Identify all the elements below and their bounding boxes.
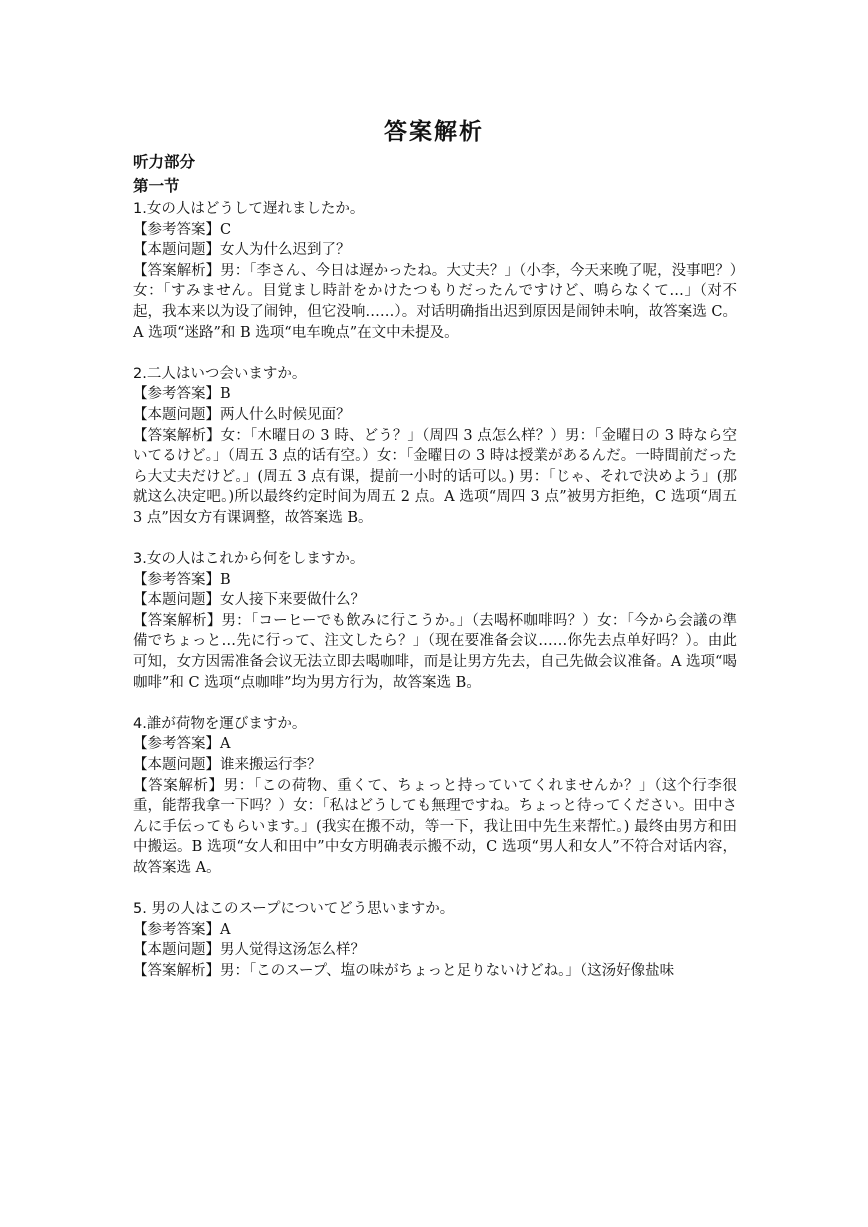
answer-analysis: 【答案解析】女：「木曜日の 3 時、どう？」（周四 3 点怎么样？）男：「金曜日の 3 時なら空いてるけど。」（周五 3 点的话有空。）女：「金曜日の 3 時は授業があるんだ。一時間前だったら大丈夫だけど。」(周五 3 点有课，提前一小时的话可以。) 男：「じゃ、それで決めよう」(那就这么决定吧。)所以最终约定时间为周五 2 点。A 选项“周四 3 点”被男方拒绝，C 选项“周五 3 点”因女方有课调整，故答案选 B。 xyxy=(133,427,737,526)
question-text: 1.女の人はどうして遅れましたか。 xyxy=(133,201,365,217)
page-title: 答案解析 xyxy=(384,119,484,145)
reference-answer: 【参考答案】A xyxy=(133,921,231,938)
reference-answer: 【参考答案】B xyxy=(133,571,231,588)
answer-analysis: 【答案解析】男：「このスープ、塩の味がちょっと足りないけどね。」（这汤好像盐味 xyxy=(133,962,675,979)
question-topic: 【本题问题】女人接下来要做什么？ xyxy=(133,592,365,609)
reference-answer: 【参考答案】B xyxy=(133,386,231,403)
question-block xyxy=(133,714,737,879)
question-block xyxy=(133,549,737,693)
question-text: 4.誰が荷物を運びますか。 xyxy=(133,715,307,732)
subsection-heading: 第一节 xyxy=(133,177,180,195)
answer-analysis: 【答案解析】男：「李さん、今日は遅かったね。大丈夫？」（小李，今天来晚了呢，没事吧？）女：「すみません。目覚まし時計をかけたつもりだったんですけど、鳴らなくて…」（对不起，我本来以为设了闹钟，但它没响……）。对话明确指出迟到原因是闹钟未响，故答案选 C。A 选项“迷路”和 B 选项“电车晚点”在文中未提及。 xyxy=(133,262,737,341)
question-topic: 【本题问题】谁来搬运行李？ xyxy=(133,757,322,774)
question-block xyxy=(133,899,737,981)
section-heading: 听力部分 xyxy=(133,153,196,171)
answer-analysis: 【答案解析】男：「コーヒーでも飲みに行こうか。」（去喝杯咖啡吗？）女：「今から会議の準備でちょっと…先に行って、注文したら？」（现在要准备会议……你先去点单好吗？）。由此可知，女方因需准备会议无法立即去喝咖啡，而是让男方先去，自己先做会议准备。A 选项“喝咖啡”和 C 选项“点咖啡”均为男方行为，故答案选 B。 xyxy=(133,612,737,691)
question-topic: 【本题问题】男人觉得这汤怎么样？ xyxy=(133,942,365,959)
question-text: 2.二人はいつ会いますか。 xyxy=(133,365,307,382)
question-text: 5. 男の人はこのスープについてどう思いますか。 xyxy=(133,901,455,918)
question-text: 3.女の人はこれから何をしますか。 xyxy=(133,551,365,568)
reference-answer: 【参考答案】C xyxy=(133,221,232,238)
question-topic: 【本题问题】女人为什么迟到了？ xyxy=(133,242,351,259)
question-block xyxy=(133,199,737,343)
question-block xyxy=(133,364,737,529)
reference-answer: 【参考答案】A xyxy=(133,736,231,753)
answer-list xyxy=(133,199,737,1002)
question-topic: 【本题问题】两人什么时候见面？ xyxy=(133,406,351,423)
answer-analysis: 【答案解析】男：「この荷物、重くて、ちょっと持っていてくれませんか？」（这个行李很重，能帮我拿一下吗？）女：「私はどうしても無理ですね。ちょっと待ってください。田中さんに手伝ってもらいます。」(我实在搬不动，等一下，我让田中先生来帮忙。) 最终由男方和田中搬运。B 选项“女人和田中”中女方明确表示搬不动，C 选项“男人和女人”不符合对话内容，故答案选 A。 xyxy=(133,777,737,876)
